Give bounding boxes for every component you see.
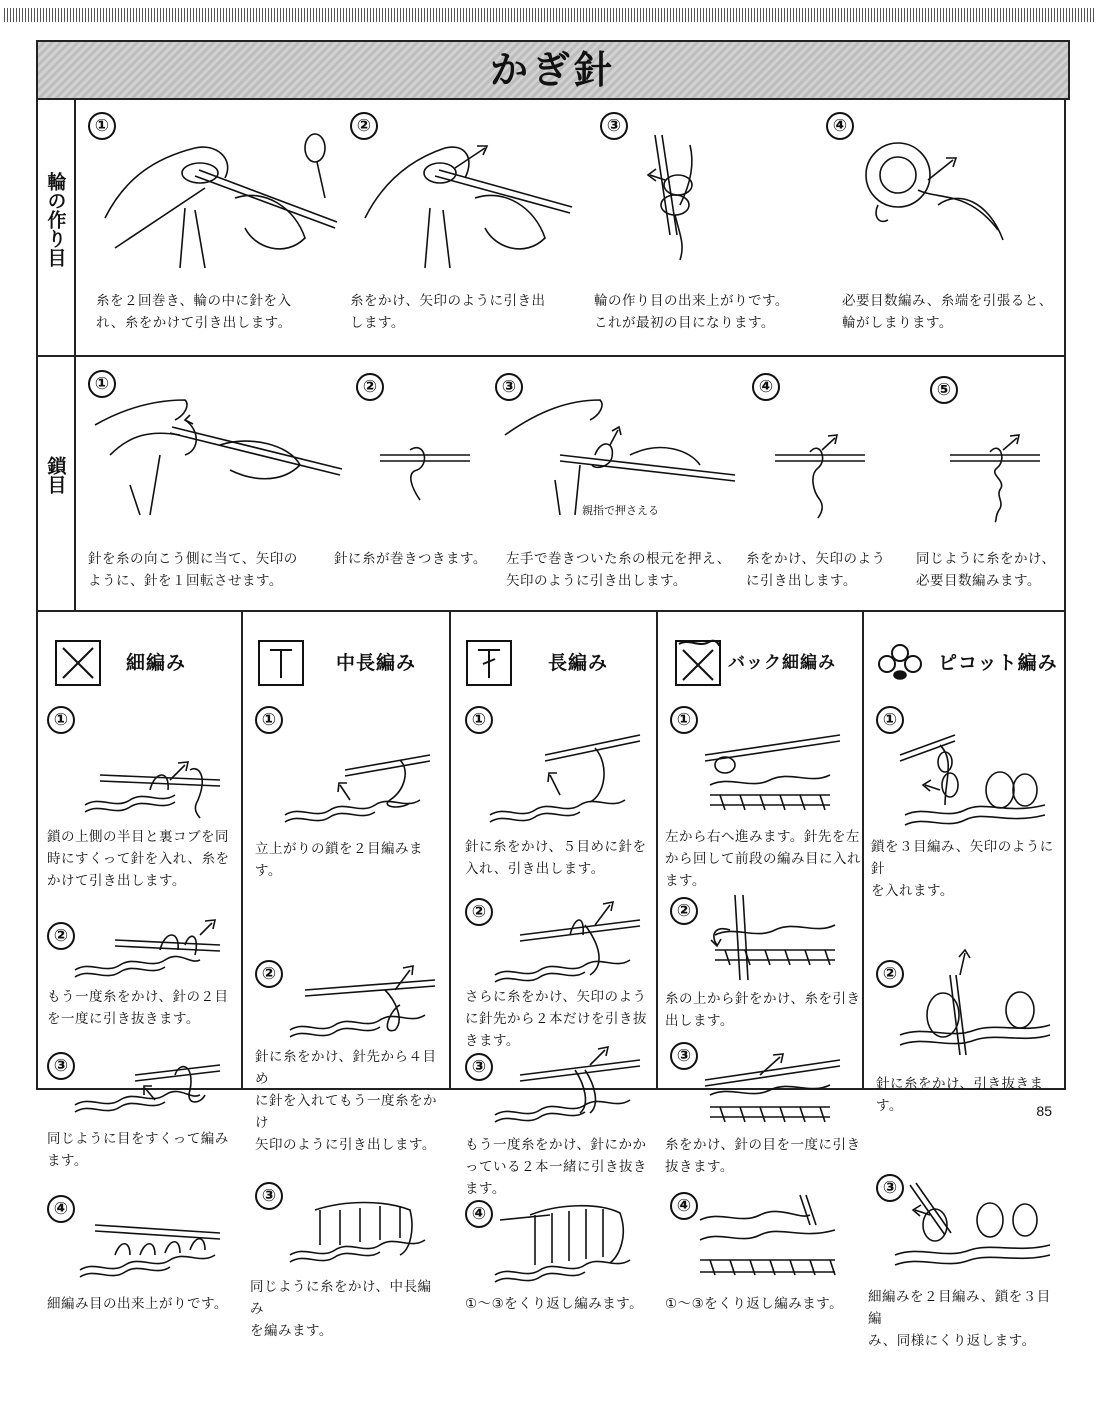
ring-step-4-caption: 必要目数編み、糸端を引張ると、 輪がしまります。 — [842, 293, 1053, 331]
rsc-step-1-num: ① — [670, 706, 698, 734]
rsc-step-4-illustration — [690, 1190, 850, 1290]
dc-step-3-num: ③ — [465, 1053, 493, 1081]
chain-step-1-illustration — [90, 395, 350, 520]
dc-step-4-illustration — [490, 1195, 640, 1290]
dc-step-1-illustration — [485, 730, 645, 830]
hdc-step-3-caption: 同じように糸をかけ、中長編み を編みます。 — [250, 1279, 432, 1339]
picot-step-3-illustration — [890, 1175, 1055, 1280]
sc-step-2-num: ② — [47, 922, 75, 950]
hdc-step-1-caption: 立上がりの鎖を２目編みます。 — [255, 841, 423, 879]
divider-chain-stitches — [36, 610, 1066, 612]
col-divider-2 — [449, 610, 451, 1090]
page-number: 85 — [1036, 1103, 1052, 1119]
picot-step-2-caption: 針に糸をかけ、引き抜きます。 — [876, 1076, 1044, 1114]
rsc-step-3-caption: 糸をかけ、針の目を一度に引き 抜きます。 — [665, 1137, 861, 1175]
stitch-4-name: バック細編み — [728, 653, 836, 673]
hdc-step-2-illustration — [285, 960, 445, 1045]
hdc-step-3-illustration — [285, 1190, 435, 1270]
ring-step-1-num: ① — [88, 112, 116, 140]
rsc-step-3-illustration — [700, 1045, 850, 1130]
ring-label — [42, 172, 68, 267]
picot-step-3-num: ③ — [876, 1174, 904, 1202]
rsc-step-1-caption: 左から右へ進みます。針先を左 から回して前段の編み目に入れ ます。 — [665, 829, 861, 889]
chain-step-2-num: ② — [356, 373, 384, 401]
sc-step-2-illustration — [70, 915, 230, 985]
stitch-2-name: 中長編み — [336, 652, 417, 674]
picot-step-2-num: ② — [876, 960, 904, 988]
ring-step-2-caption: 糸をかけ、矢印のように引き出 します。 — [350, 293, 546, 331]
x-wave-icon — [675, 638, 725, 688]
dc-step-3-illustration — [490, 1045, 650, 1130]
rsc-step-3-num: ③ — [670, 1042, 698, 1070]
picot-step-1-caption: 鎖を３目編み、矢印のように針 を入れます。 — [871, 839, 1054, 899]
chain-step-5-illustration — [945, 430, 1045, 525]
label-column-divider — [74, 98, 76, 612]
rsc-step-1-illustration — [700, 730, 850, 815]
chain-label-text: 鎖目 — [44, 456, 67, 494]
dc-step-1-num: ① — [465, 706, 493, 734]
dc-step-4-num: ④ — [465, 1200, 493, 1228]
dc-step-2-caption: さらに糸をかけ、矢印のよう に針先から２本だけを引き抜 きます。 — [465, 989, 647, 1049]
hdc-step-2-num: ② — [255, 960, 283, 988]
t-cross-icon — [466, 640, 514, 688]
rsc-step-4-num: ④ — [670, 1192, 698, 1220]
chain-label — [42, 456, 68, 494]
sc-step-4-num: ④ — [47, 1195, 75, 1223]
chain-step-3-caption: 左手で巻きついた糸の根元を押え、 矢印のように引き出します。 — [506, 551, 731, 589]
picot-step-2-illustration — [895, 945, 1055, 1060]
ring-step-2-illustration — [355, 118, 585, 278]
ring-step-4-num: ④ — [826, 112, 854, 140]
hdc-step-2-caption: 針に糸をかけ、針先から４目め に針を入れてもう一度糸をかけ 矢印のように引き出します。 — [255, 1049, 437, 1153]
sc-step-3-illustration — [70, 1060, 230, 1120]
chain-step-1-num: ① — [88, 370, 116, 398]
stitch-3-name: 長編み — [548, 652, 609, 674]
hdc-step-1-illustration — [280, 745, 440, 830]
picot-step-1-num: ① — [876, 706, 904, 734]
chain-step-3-note: 親指で押さえる — [582, 504, 659, 517]
sc-step-4-caption: 細編み目の出来上がりです。 — [47, 1296, 228, 1312]
chain-step-5-caption: 同じように糸をかけ、 必要目数編みます。 — [916, 551, 1056, 589]
chain-step-2-illustration — [375, 435, 475, 505]
chain-step-4-illustration — [770, 430, 870, 520]
sc-step-1-caption: 鎖の上側の半目と裏コブを同 時にすくって針を入れ、糸を かけて引き出します。 — [47, 829, 230, 889]
hdc-step-3-num: ③ — [255, 1182, 283, 1210]
rsc-step-2-num: ② — [670, 897, 698, 925]
chain-step-4-caption: 糸をかけ、矢印のよう に引き出します。 — [746, 551, 886, 589]
dc-step-2-illustration — [490, 900, 650, 990]
x-icon — [55, 640, 103, 688]
divider-ring-chain — [36, 355, 1066, 357]
picot-step-3-caption: 細編みを２目編み、鎖を３目編 み、同様にくり返します。 — [868, 1289, 1051, 1349]
sc-step-1-num: ① — [47, 706, 75, 734]
ring-step-1-caption: 糸を２回巻き、輪の中に針を入 れ、糸をかけて引き出します。 — [96, 293, 292, 331]
chain-step-5-num: ⑤ — [930, 376, 958, 404]
top-ruler — [4, 8, 1096, 22]
col-divider-4 — [862, 610, 864, 1090]
dc-step-4-caption: ①～③をくり返し編みます。 — [465, 1296, 644, 1312]
title-banner — [36, 40, 1070, 100]
rsc-step-2-illustration — [705, 890, 845, 985]
sc-step-3-num: ③ — [47, 1052, 75, 1080]
stitch-5-name: ピコット編み — [938, 652, 1058, 674]
page-title: かぎ針 — [489, 48, 616, 92]
chain-step-2-caption: 針に糸が巻きつきます。 — [334, 551, 487, 567]
picot-icon — [876, 642, 924, 682]
ring-step-3-num: ③ — [600, 112, 628, 140]
stitch-1-name: 細編み — [126, 652, 187, 674]
ring-label-text: 輪の作り目 — [44, 172, 67, 267]
chain-step-3-num: ③ — [495, 373, 523, 401]
chain-step-1-caption: 針を糸の向こう側に当て、矢印の ように、針を１回転させます。 — [88, 551, 298, 589]
dc-step-3-caption: もう一度糸をかけ、針にかか っている２本一緒に引き抜き ます。 — [465, 1137, 647, 1197]
chain-step-4-num: ④ — [752, 373, 780, 401]
col-divider-1 — [241, 610, 243, 1090]
rsc-step-4-caption: ①～③をくり返し編みます。 — [665, 1296, 844, 1312]
ring-step-3-caption: 輪の作り目の出来上がりです。 これが最初の目になります。 — [594, 293, 789, 331]
sc-step-2-caption: もう一度糸をかけ、針の２目 を一度に引き抜きます。 — [47, 989, 229, 1027]
sc-step-4-illustration — [75, 1205, 235, 1285]
rsc-step-2-caption: 糸の上から針をかけ、糸を引き 出します。 — [665, 991, 861, 1029]
sc-step-1-illustration — [80, 760, 230, 820]
ring-step-3-illustration — [640, 125, 720, 265]
ring-step-2-num: ② — [350, 112, 378, 140]
dc-step-2-num: ② — [465, 898, 493, 926]
ring-step-4-illustration — [858, 130, 1008, 260]
t-icon — [258, 640, 306, 688]
sc-step-3-caption: 同じように目をすくって編み ます。 — [47, 1131, 229, 1169]
picot-step-1-illustration — [895, 730, 1055, 840]
ring-step-1-illustration — [95, 118, 345, 278]
dc-step-1-caption: 針に糸をかけ、５目めに針を 入れ、引き出します。 — [465, 839, 647, 877]
hdc-step-1-num: ① — [255, 706, 283, 734]
